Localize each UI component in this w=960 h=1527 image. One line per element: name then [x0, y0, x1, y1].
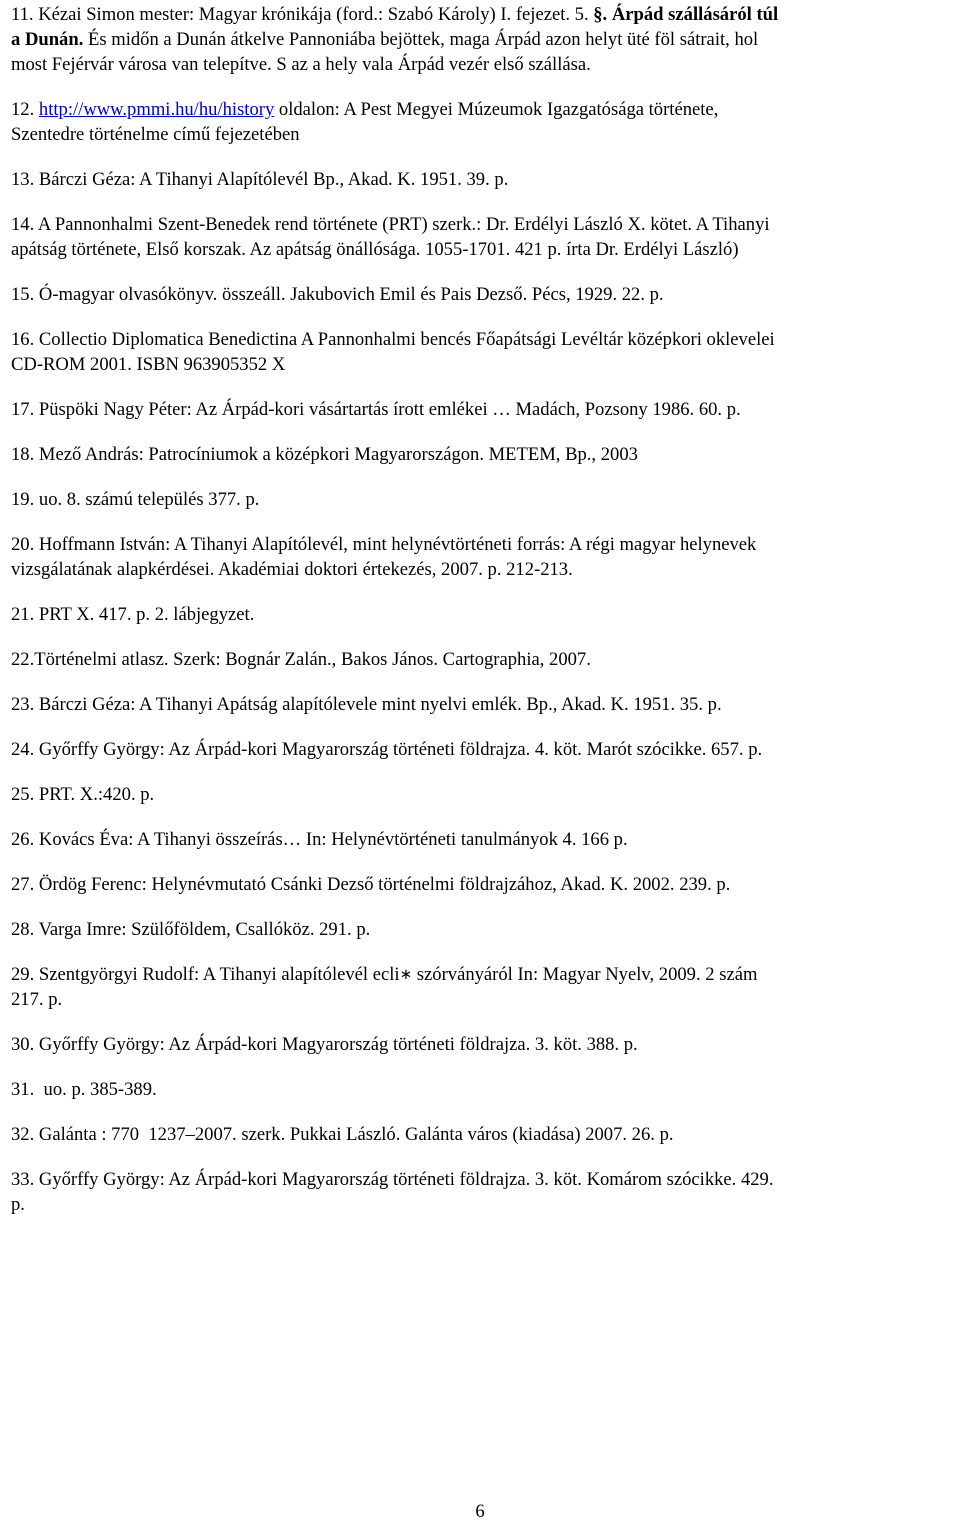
endnote-line: [11, 212, 955, 237]
endnote-text: Varga Imre: Szülőföldem, Csallóköz. 291. p.: [38, 919, 371, 940]
endnote-text: Kézai Simon mester: Magyar krónikája (ford.: Szabó Károly) I. fejezet. 5.: [38, 4, 589, 25]
endnote-text: Bárczi Géza: A Tihanyi Apátság alapítólevele mint nyelvi emlék. Bp., Akad. K. 1951. 35. p.: [38, 694, 722, 715]
endnote-line: [11, 827, 955, 852]
endnote-number: 32.: [11, 1124, 35, 1145]
endnote-text: PRT X. 417. p. 2. lábjegyzet.: [38, 604, 255, 625]
endnote-number: 19.: [11, 489, 35, 510]
endnote-text: Győrffy György: Az Árpád-kori Magyarország történeti földrajza. 3. köt. 388. p.: [38, 1034, 638, 1055]
endnote-line: [11, 52, 955, 77]
endnote-12: [11, 97, 955, 147]
endnote-number: 17.: [11, 399, 35, 420]
endnote-21: [11, 602, 955, 627]
endnote-23: [11, 692, 955, 717]
endnote-text: Történelmi atlasz. Szerk: Bognár Zalán., Bakos János. Cartographia, 2007.: [34, 649, 591, 670]
endnote-line: [11, 602, 955, 627]
endnote-28: [11, 917, 955, 942]
endnote-26: [11, 827, 955, 852]
endnote-text: Bárczi Géza: A Tihanyi Alapítólevél Bp., Akad. K. 1951. 39. p.: [38, 169, 509, 190]
endnote-14: [11, 212, 955, 262]
endnote-line: [11, 1122, 955, 1147]
endnote-line: [11, 692, 955, 717]
endnotes-list: [11, 2, 955, 1237]
endnote-line: [11, 122, 955, 147]
endnote-line: [11, 647, 955, 672]
endnote-number: 13.: [11, 169, 35, 190]
endnote-number: 29.: [11, 964, 35, 985]
endnote-text: Szentedre történelme című fejezetében: [11, 124, 300, 145]
endnote-line: [11, 27, 955, 52]
endnote-22: [11, 647, 955, 672]
endnote-11: [11, 2, 955, 77]
endnote-number: 22.: [11, 649, 35, 670]
endnote-line: [11, 442, 955, 467]
endnote-number: 24.: [11, 739, 35, 760]
endnote-number: 26.: [11, 829, 35, 850]
endnote-text: Győrffy György: Az Árpád-kori Magyarország történeti földrajza. 4. köt. Marót szócikke. 657. p.: [38, 739, 763, 760]
endnote-text: most Fejérvár városa van telepítve. S az a hely vala Árpád vezér első szállása.: [11, 54, 591, 75]
endnote-line: [11, 1192, 955, 1217]
endnote-line: [11, 487, 955, 512]
endnote-text: Ördög Ferenc: Helynévmutató Csánki Dezső történelmi földrajzához, Akad. K. 2002. 239. p.: [38, 874, 731, 895]
endnote-number: 23.: [11, 694, 35, 715]
endnote-number: 33.: [11, 1169, 35, 1190]
endnote-19: [11, 487, 955, 512]
endnote-number: 11.: [11, 4, 34, 25]
endnote-text: Hoffmann István: A Tihanyi Alapítólevél, mint helynévtörténeti forrás: A régi magyar helynevek: [38, 534, 757, 555]
endnote-line: [11, 1167, 955, 1192]
endnote-29: [11, 962, 955, 1012]
endnote-text: Győrffy György: Az Árpád-kori Magyarország történeti földrajza. 3. köt. Komárom szócikke. 429.: [38, 1169, 774, 1190]
endnote-text: És midőn a Dunán átkelve Pannoniába bejöttek, maga Árpád azon helyt üté föl sátrait, hol: [83, 29, 759, 50]
asterisk-symbol: ∗: [399, 965, 413, 983]
endnote-number: 21.: [11, 604, 35, 625]
endnote-text: Collectio Diplomatica Benedictina A Pannonhalmi bencés Főapátsági Levéltár középkori oklevelei: [38, 329, 775, 350]
endnote-number: 25.: [11, 784, 35, 805]
endnote-text: Kovács Éva: A Tihanyi összeírás… In: Helynévtörténeti tanulmányok 4. 166 p.: [38, 829, 628, 850]
endnote-16: [11, 327, 955, 377]
endnote-number: 30.: [11, 1034, 35, 1055]
endnote-15: [11, 282, 955, 307]
endnote-line: [11, 2, 955, 27]
endnote-line: [11, 532, 955, 557]
endnote-number: 12.: [11, 99, 35, 120]
endnote-text: A Pannonhalmi Szent-Benedek rend története (PRT) szerk.: Dr. Erdélyi László X. kötet. A Tihanyi: [37, 214, 770, 235]
endnote-20: [11, 532, 955, 582]
endnote-number: 16.: [11, 329, 35, 350]
endnote-number: 15.: [11, 284, 35, 305]
endnote-32: [11, 1122, 955, 1147]
endnote-text: Szentgyörgyi Rudolf: A Tihanyi alapítólevél ecli: [38, 964, 400, 985]
page-number: 6: [475, 1501, 485, 1522]
endnote-line: [11, 237, 955, 262]
endnote-line: [11, 962, 955, 987]
endnote-line: [11, 397, 955, 422]
endnote-line: [11, 737, 955, 762]
endnote-number: 14.: [11, 214, 35, 235]
endnote-27: [11, 872, 955, 897]
endnote-17: [11, 397, 955, 422]
endnote-text: oldalon: A Pest Megyei Múzeumok Igazgatósága története,: [274, 99, 719, 120]
endnote-line: [11, 282, 955, 307]
endnote-line: [11, 1032, 955, 1057]
endnote-text: CD-ROM 2001. ISBN 963905352 X: [11, 354, 286, 375]
endnote-text: 217. p.: [11, 989, 63, 1010]
endnote-text: p.: [11, 1194, 25, 1215]
endnote-line: [11, 167, 955, 192]
history-page-link[interactable]: http://www.pmmi.hu/hu/history: [38, 99, 275, 120]
endnote-text: Mező András: Patrocíniumok a középkori Magyarországon. METEM, Bp., 2003: [38, 444, 638, 465]
endnote-number: 31.: [11, 1079, 35, 1100]
endnote-25: [11, 782, 955, 807]
endnote-line: [11, 97, 955, 122]
endnote-text: szórványáról In: Magyar Nyelv, 2009. 2 szám: [412, 964, 758, 985]
endnote-13: [11, 167, 955, 192]
endnote-line: [11, 1077, 955, 1102]
endnote-text: apátság története, Első korszak. Az apátság önállósága. 1055-1701. 421 p. írta Dr. Erdélyi László): [11, 239, 739, 260]
endnote-line: [11, 327, 955, 352]
endnote-text: Galánta : 770 1237–2007. szerk. Pukkai László. Galánta város (kiadása) 2007. 26. p.: [38, 1124, 674, 1145]
endnote-text: vizsgálatának alapkérdései. Akadémiai doktori értekezés, 2007. p. 212-213.: [11, 559, 573, 580]
endnote-31: [11, 1077, 955, 1102]
endnote-bold-text: a Dunán.: [11, 29, 84, 50]
endnote-number: 28.: [11, 919, 35, 940]
endnote-bold-text: §. Árpád szállásáról túl: [588, 4, 779, 25]
endnote-text: Ó-magyar olvasókönyv. összeáll. Jakubovich Emil és Pais Dezső. Pécs, 1929. 22. p.: [38, 284, 664, 305]
endnote-line: [11, 872, 955, 897]
endnote-number: 20.: [11, 534, 35, 555]
endnote-line: [11, 352, 955, 377]
endnote-text: uo. p. 385-389.: [38, 1079, 157, 1100]
endnote-line: [11, 987, 955, 1012]
endnote-text: PRT. X.:420. p.: [38, 784, 155, 805]
endnote-24: [11, 737, 955, 762]
endnote-text: Püspöki Nagy Péter: Az Árpád-kori vásártartás írott emlékei … Madách, Pozsony 1986. 60. p.: [38, 399, 741, 420]
endnote-30: [11, 1032, 955, 1057]
endnote-text: uo. 8. számú település 377. p.: [38, 489, 260, 510]
endnote-number: 27.: [11, 874, 35, 895]
endnote-line: [11, 917, 955, 942]
endnote-33: [11, 1167, 955, 1217]
endnote-line: [11, 782, 955, 807]
endnote-18: [11, 442, 955, 467]
endnote-number: 18.: [11, 444, 35, 465]
endnote-line: [11, 557, 955, 582]
